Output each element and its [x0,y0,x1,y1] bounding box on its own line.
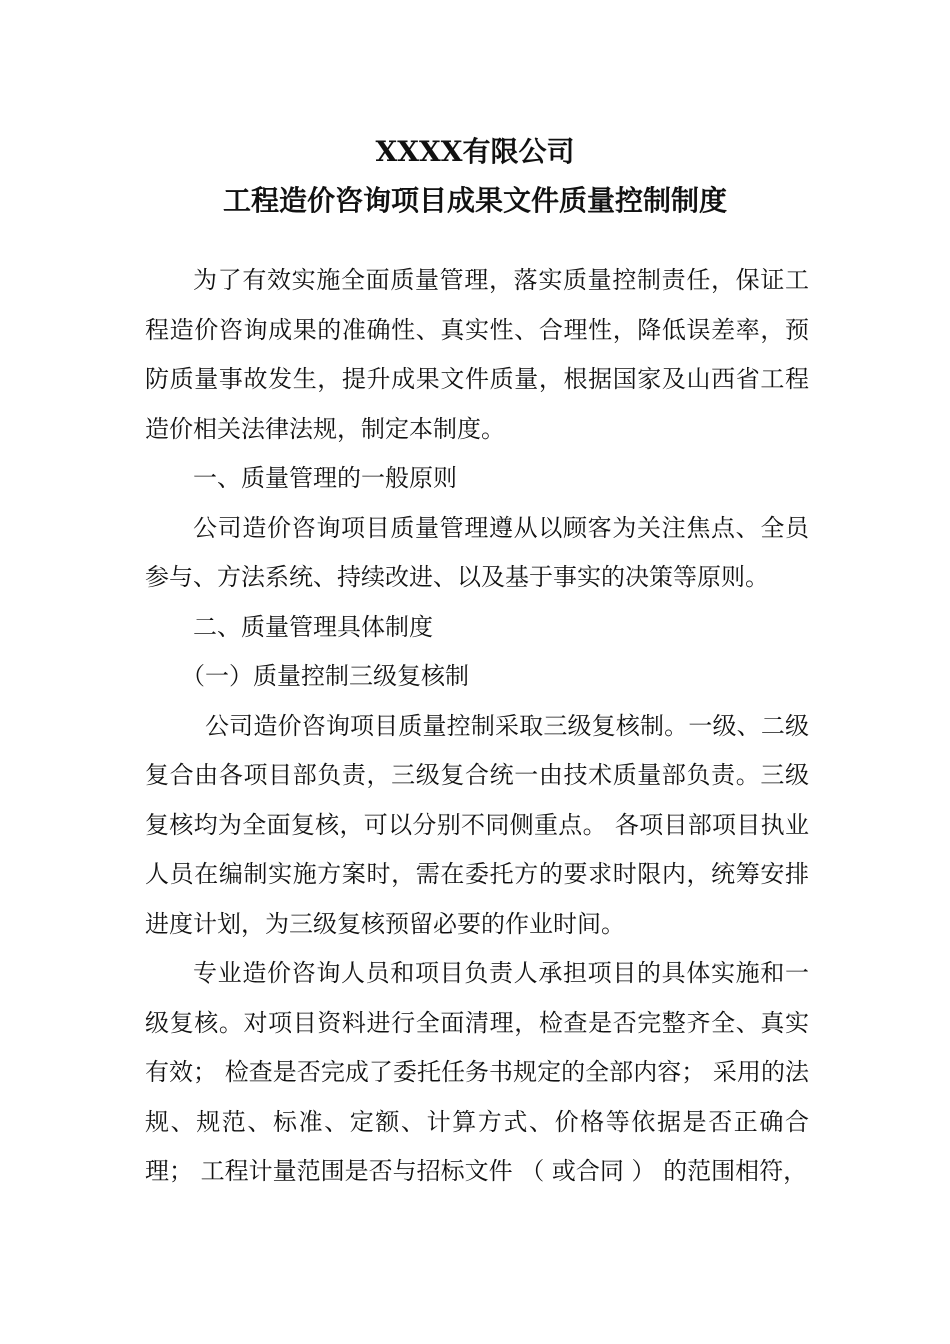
subsection-heading-review: （一）质量控制三级复核制 [181,662,469,690]
section-heading-principles: 一、质量管理的一般原则 [193,464,457,492]
document-title: 工程造价咨询项目成果文件质量控制制度 [222,184,727,217]
intro-paragraph: 为了有效实施全面质量管理，落实质量控制责任，保证工程造价咨询成果的准确性、真实性、合理性，降低误差率，预防质量事故发生，提升成果文件质量，根据国家及山西省工程造价相关法律法规，制定本制度。 [145,266,809,443]
first-level-review-paragraph: 专业造价咨询人员和项目负责人承担项目的具体实施和一级复核。对项目资料进行全面清理，检查是否完整齐全、真实有效； 检查是否完成了委托任务书规定的全部内容； 采用的法规、规范、标准、定额、计算方式、价格等依据是否正确合理； 工程计量范围是否与招标文件 （ 或合同 ） 的范围相符， [145,959,809,1185]
principles-paragraph: 公司造价咨询项目质量管理遵从以顾客为关注焦点、全员参与、方法系统、持续改进、以及基于事实的决策等原则。 [145,513,809,591]
company-title: XXXX有限公司 [375,135,575,168]
document-body [145,256,809,1197]
review-paragraph: 公司造价咨询项目质量控制采取三级复核制。一级、二级复合由各项目部负责，三级复合统一由技术质量部负责。三级复核均为全面复核，可以分别不同侧重点。 各项目部项目执业人员在编制实施方案时，需在委托方的要求时限内，统筹安排进度计划，为三级复核预留必要的作业时间。 [145,711,809,938]
section-heading-system: 二、质量管理具体制度 [193,612,433,641]
